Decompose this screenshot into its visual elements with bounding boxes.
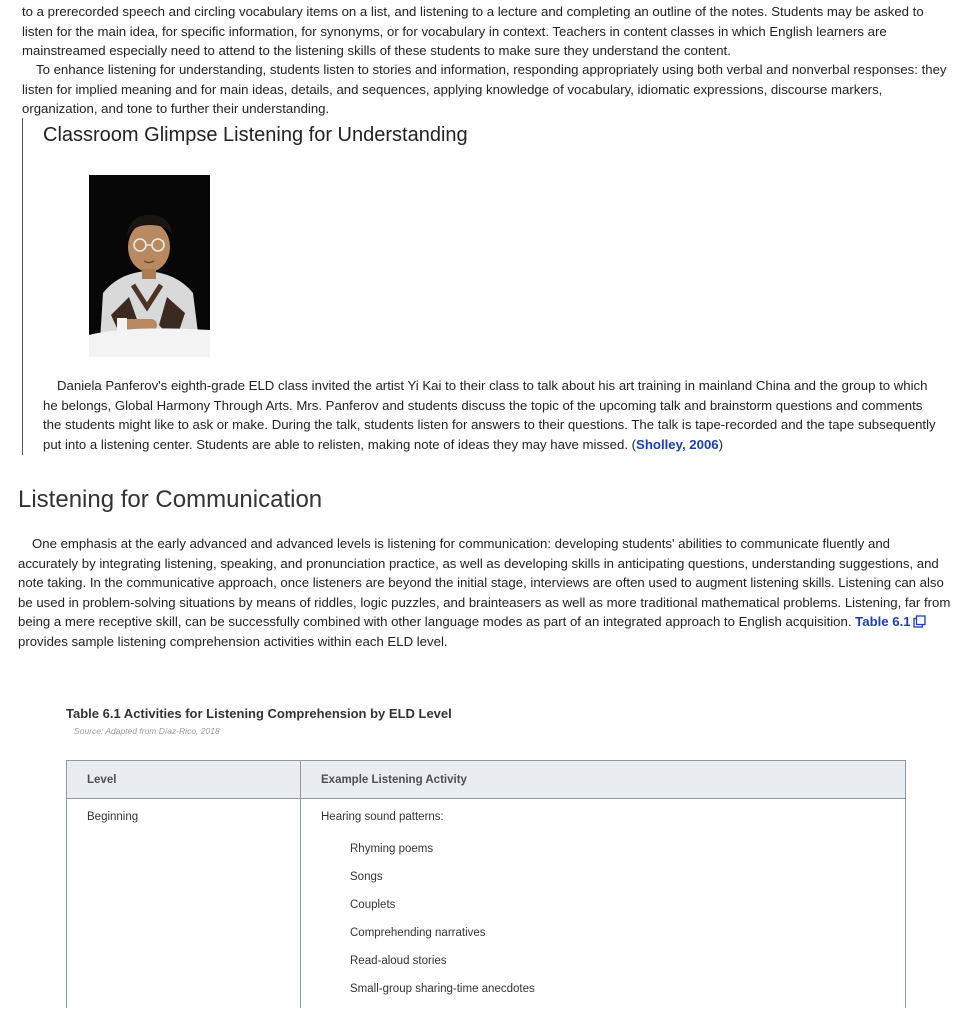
- student-photo-illustration: [89, 175, 210, 357]
- table-row: [67, 799, 906, 1009]
- listening-activities-table: [66, 760, 906, 1008]
- communication-paragraph: [18, 534, 952, 651]
- communication-paragraph-tail: provides sample listening comprehension activities within each ELD level.: [18, 633, 448, 649]
- activity-item: Couplets: [350, 899, 396, 911]
- student-listening-photo: [89, 175, 210, 357]
- citation-close: ): [718, 436, 724, 452]
- citation-link-sholley[interactable]: Sholley, 2006: [636, 436, 719, 452]
- external-window-icon: [913, 615, 926, 628]
- level-cell: Beginning: [67, 799, 301, 1009]
- activity-cell: [301, 799, 906, 1009]
- header-activity: Example Listening Activity: [301, 761, 906, 799]
- glimpse-paragraph-text: Daniela Panferov's eighth-grade ELD class invited the artist Yi Kai to their class to talk about his art training in mainland China and the group to which he belongs, Global Harmony Through Arts. Mrs. Panferov and students discuss the topic of the upcoming talk and brainstorm questions and comments the students might like to ask or make. During the talk, students listen for answers to their questions. The talk is tape-recorded and the tape subsequently put into a listening center. Students are able to relisten, making note of ideas they may have missed. (: [43, 378, 936, 452]
- glimpse-title: Classroom Glimpse Listening for Understanding: [43, 124, 468, 146]
- intro-paragraph-1: to a prerecorded speech and circling vocabulary items on a list, and listening to a lecture and completing an outline of the notes. Students may be asked to listen for the main idea, for specific information, for synonyms, or for vocabulary in context. Teachers in content classes in which English learners are mainstreamed especially need to attend to the listening skills of these students to make sure they understand the content.: [22, 4, 924, 58]
- glimpse-paragraph: [43, 376, 943, 454]
- table-source: Source: Adapted from Díaz-Rico, 2018: [74, 726, 220, 736]
- table-header-row: [67, 761, 906, 799]
- activity-item: Rhyming poems: [350, 843, 434, 855]
- intro-paragraph-2: To enhance listening for understanding, students listen to stories and information, responding appropriately using both verbal and nonverbal responses: they listen for implied meaning and for main ideas, details, and sequences, applying knowledge of vocabulary, idiomatic expressions, discourse markers, organization, and tone to further their understanding.: [22, 62, 947, 116]
- table-caption: Table 6.1 Activities for Listening Comprehension by ELD Level: [66, 706, 452, 721]
- activity-item: Comprehending narratives: [350, 927, 486, 939]
- activity-item: Read-aloud stories: [350, 955, 447, 967]
- header-level: Level: [67, 761, 301, 799]
- communication-paragraph-text: One emphasis at the early advanced and advanced levels is listening for communication: developing students' abilities to communicate fluently and accurately by integrating listening, speaking, and pronunciation practice, as well as developing skills in anticipating questions, understanding suggestions, and note taking. In the communicative approach, once listeners are beyond the initial stage, interviews are often used to augment listening skills. Listening can also be used in problem-solving situations by means of riddles, logic puzzles, and brainteasers as well as more traditional mathematical problems. Listening, far from being a mere receptive skill, can be successfully combined with other language modes as part of an integrated approach to English acquisition.: [18, 536, 951, 629]
- activity-item: Small-group sharing-time anecdotes: [350, 983, 535, 995]
- activity-intro: Hearing sound patterns:: [321, 811, 444, 823]
- section-heading: Listening for Communication: [18, 486, 323, 513]
- table-link-label: Table 6.1: [855, 614, 911, 629]
- activity-item: Songs: [350, 871, 383, 883]
- table-6-1-link[interactable]: [855, 614, 927, 629]
- classroom-glimpse-box: [22, 118, 953, 455]
